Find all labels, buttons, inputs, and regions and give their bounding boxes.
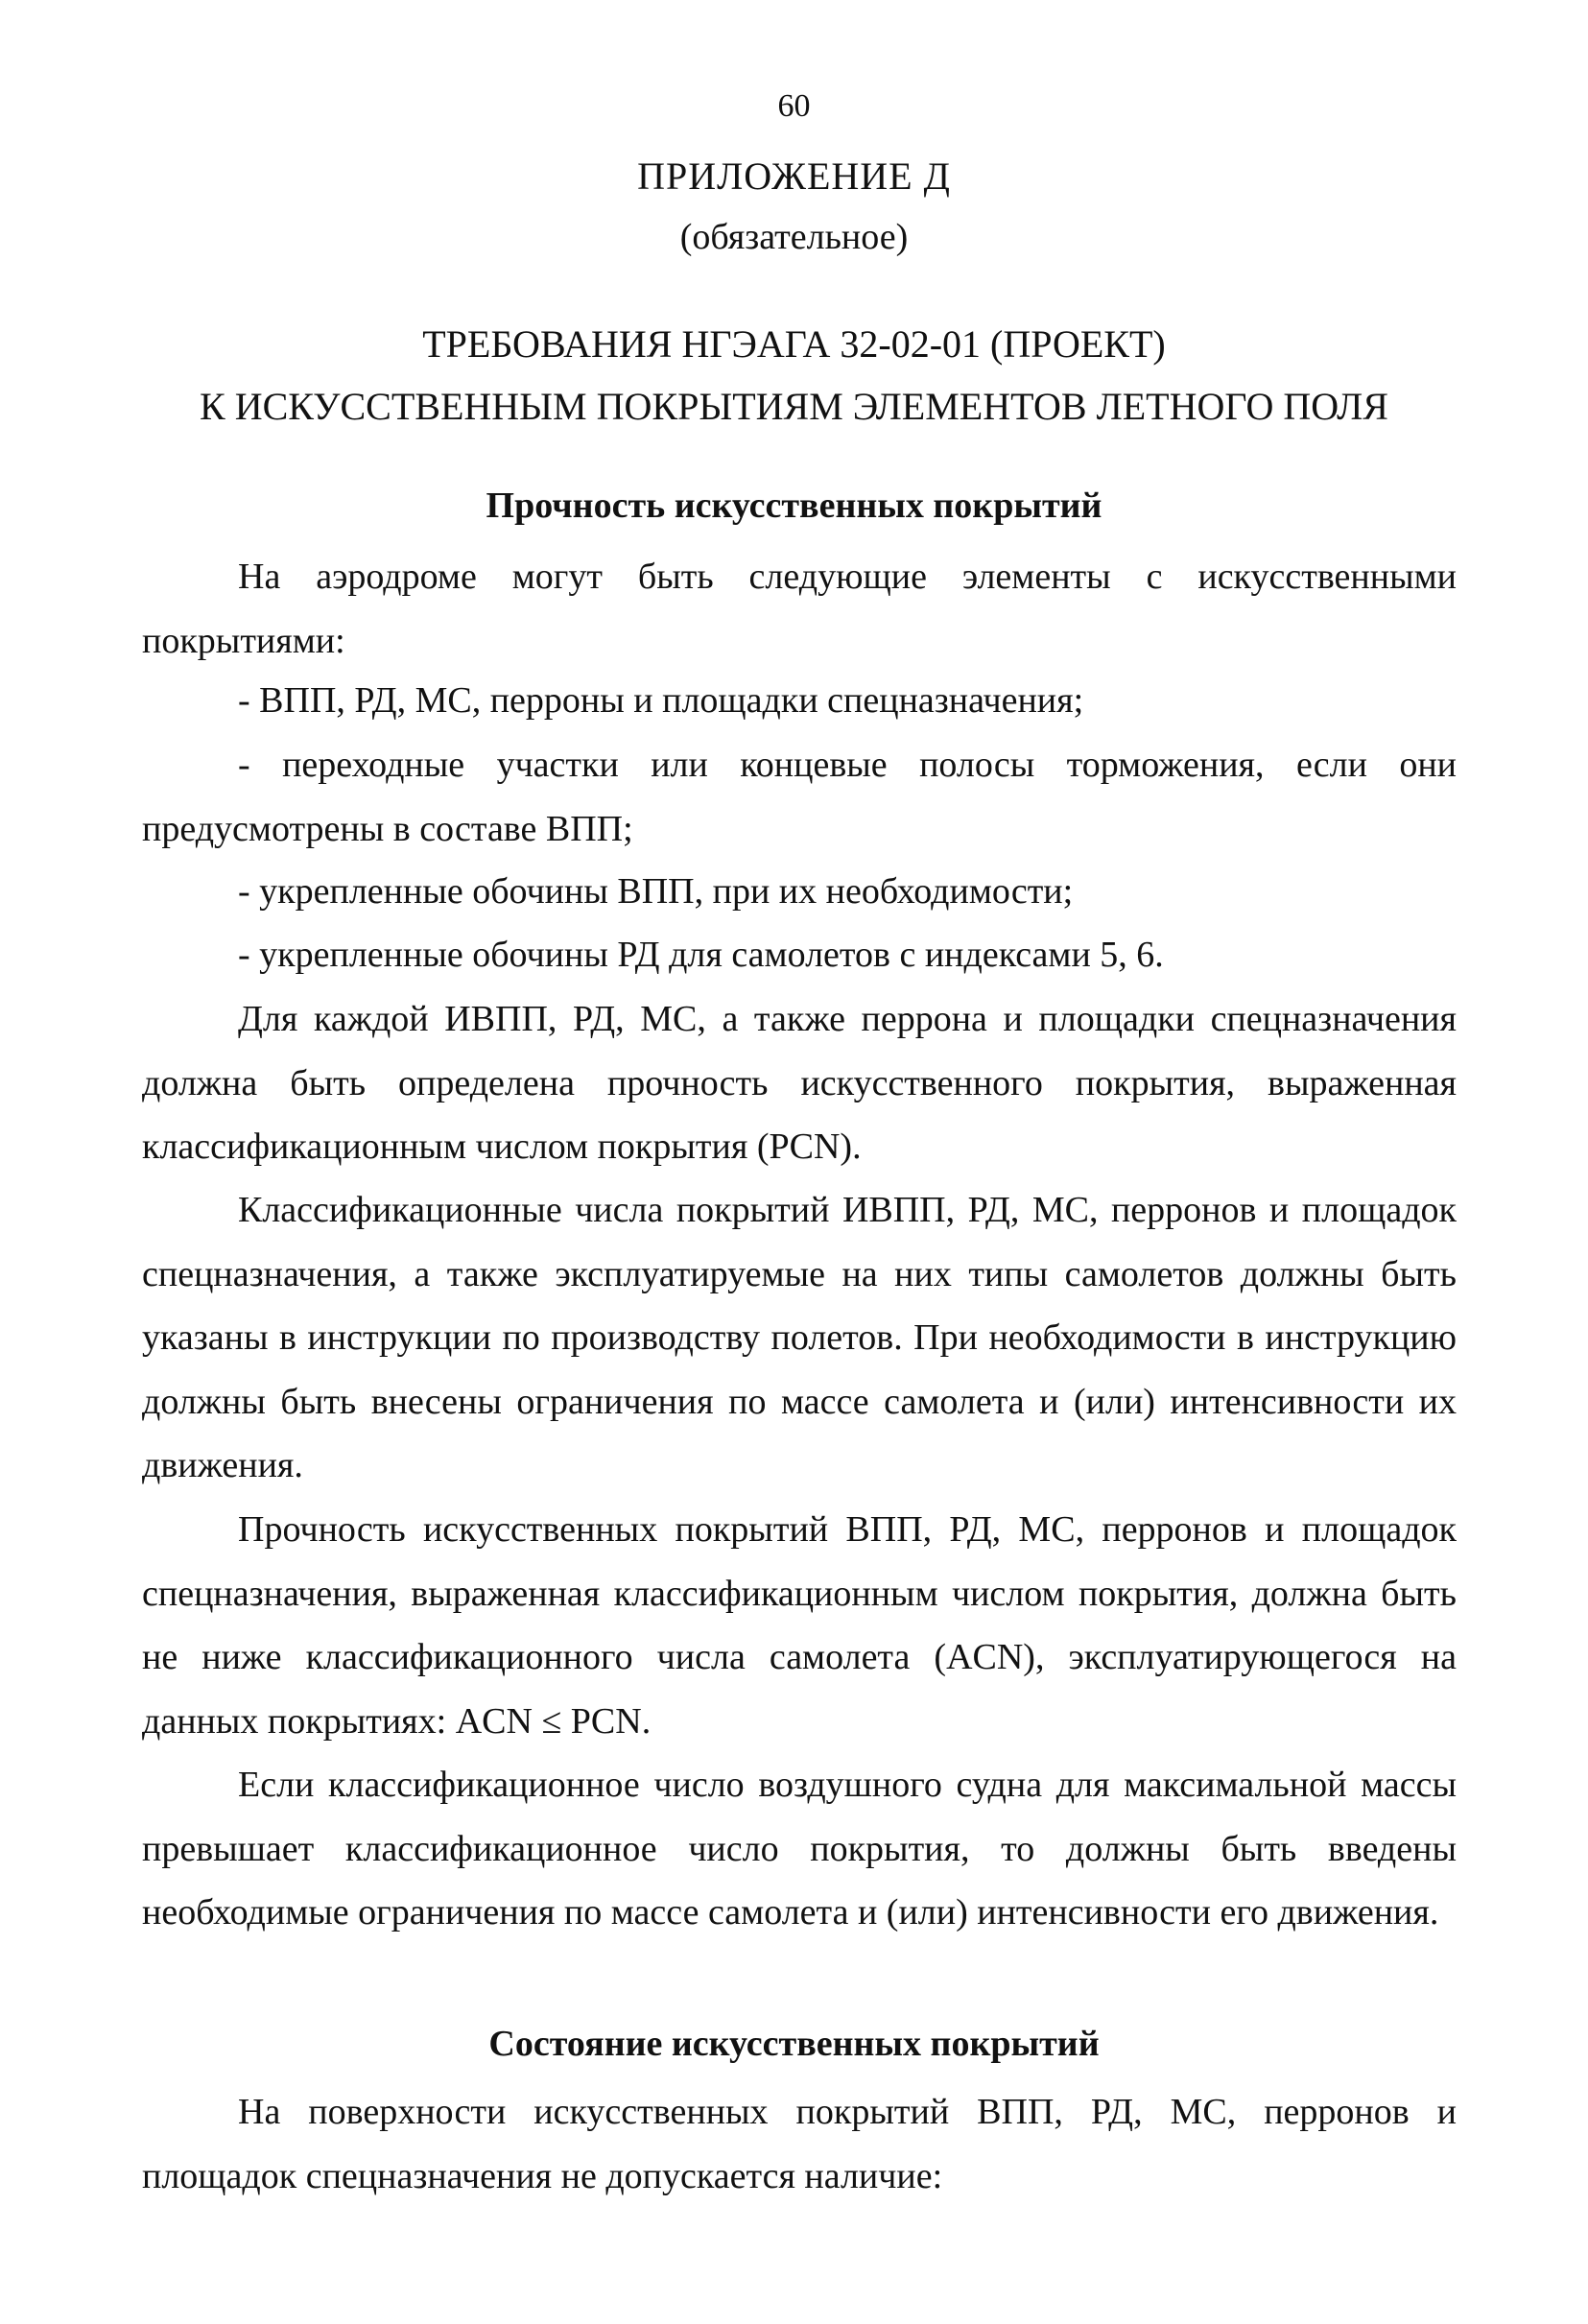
list-item: - ВПП, РД, МС, перроны и площадки спецназначения; [238,680,1084,721]
paragraph: Прочность искусственных покрытий ВПП, РД, МС, перронов и площадок спецназначения, выраженная классификационным числом покрытия, должна быть не ниже классификационного числа самолета (ACN), эксплуатирующегося на данных покрытиях: ACN ≤ PCN. [142,1509,1457,1742]
list-item: - переходные участки или концевые полосы торможения, если они предусмотрены в составе ВПП; [142,745,1457,849]
paragraph: Классификационные числа покрытий ИВПП, РД, МС, перронов и площадок спецназначения, а также эксплуатируемые на них типы самолетов должны быть указаны в инструкции по производству полетов. При необходимости в инструкцию должны быть внесены ограничения по массе самолета и (или) интенсивности их движения. [142,1190,1457,1485]
document-title-line-1: ТРЕБОВАНИЯ НГЭАГА 32-02-01 (ПРОЕКТ) [422,322,1166,366]
appendix-title: ПРИЛОЖЕНИЕ Д [637,154,951,198]
document-title-line-2: К ИСКУССТВЕННЫМ ПОКРЫТИЯМ ЭЛЕМЕНТОВ ЛЕТНОГО ПОЛЯ [200,385,1388,428]
section-intro-strength: На аэродроме могут быть следующие элементы с искусственными покрытиями: [142,557,1457,661]
section-heading-condition: Состояние искусственных покрытий [488,2024,1100,2064]
paragraph: Для каждой ИВПП, РД, МС, а также перрона и площадки спецназначения должна быть определена прочность искусственного покрытия, выраженная классификационным числом покрытия (PCN). [142,999,1457,1167]
section-heading-strength: Прочность искусственных покрытий [486,486,1102,526]
list-item: - укрепленные обочины РД для самолетов с индексами 5, 6. [238,935,1164,975]
list-item: - укрепленные обочины ВПП, при их необходимости; [238,871,1074,912]
section-intro-condition: На поверхности искусственных покрытий ВПП, РД, МС, перронов и площадок спецназначения не допускается наличие: [142,2092,1457,2196]
paragraph: Если классификационное число воздушного судна для максимальной массы превышает классификационное число покрытия, то должны быть введены необходимые ограничения по массе самолета и (или) интенсивности его движения. [142,1765,1457,1933]
appendix-subtitle: (обязательное) [679,217,909,257]
page-number: 60 [777,88,811,124]
